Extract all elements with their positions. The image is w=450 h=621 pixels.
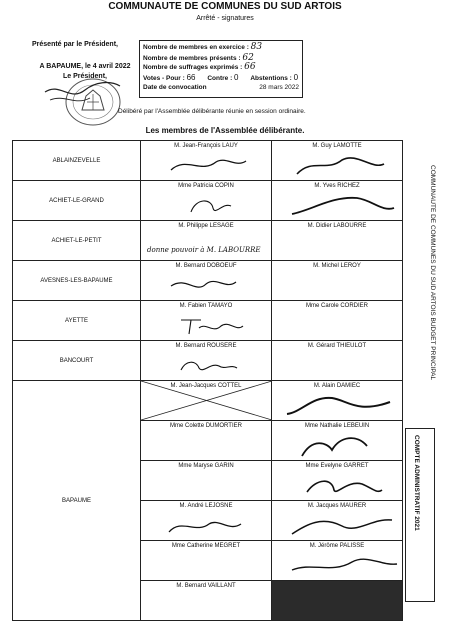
member-name: Mme Evelyne GARRET — [305, 463, 369, 469]
present-label: Nombre de membres présents : — [143, 55, 241, 62]
signature-mark — [272, 152, 403, 178]
convocation-date: 28 mars 2022 — [259, 84, 299, 91]
side-caption: COMMUNAUTE DE COMMUNES DU SUD ARTOIS BUDGET PRINCIPAL — [429, 165, 436, 381]
member-name: M. Guy LAMOTTE — [312, 143, 362, 149]
table-row — [13, 181, 403, 221]
president-label: Le Président, — [63, 73, 107, 80]
member-cell — [141, 141, 272, 181]
official-seal-stamp — [40, 72, 122, 126]
member-name: M. Philippe LESAGE — [178, 223, 234, 229]
convocation-row — [143, 84, 299, 91]
signature-mark — [141, 352, 272, 378]
member-name: M. Jacques MAURER — [307, 503, 367, 509]
member-name: M. Michel LEROY — [313, 263, 361, 269]
member-cell — [272, 501, 403, 541]
commune-cell: AYETTE — [13, 301, 141, 341]
member-cell — [141, 341, 272, 381]
member-name: M. Bernard DOBOEUF — [175, 263, 237, 269]
member-cell — [141, 181, 272, 221]
for-value: 66 — [186, 73, 196, 82]
abstentions-value: 0 — [293, 73, 299, 82]
member-name: M. Jean-François LAUY — [174, 143, 238, 149]
commune-cell: ACHIET-LE-GRAND — [13, 181, 141, 221]
member-name: M. André LEJOSNE — [179, 503, 233, 509]
member-cell — [272, 341, 403, 381]
member-name: M. Bernard ROUSERE — [175, 343, 237, 349]
member-cell — [272, 141, 403, 181]
member-cell — [272, 181, 403, 221]
signature-mark — [272, 392, 403, 418]
member-cell — [141, 221, 272, 261]
member-name: M. Alain DAMIEC — [313, 383, 361, 389]
present-value: 62 — [242, 53, 254, 63]
member-name: M. Fabien TAMAYO — [179, 303, 233, 309]
signature-mark — [272, 432, 403, 458]
abstentions-label: Abstentions : — [250, 75, 292, 82]
signature-mark — [141, 152, 272, 178]
convocation-label: Date de convocation — [143, 84, 207, 91]
proxy-note: donne pouvoir à M. LABOURRE — [147, 246, 261, 254]
members-label: Nombre de membres en exercice : — [143, 44, 249, 51]
member-name: M. Jean-Jacques COTTEL — [170, 383, 242, 389]
signature-mark — [272, 472, 403, 498]
member-name: M. Yves RICHEZ — [314, 183, 360, 189]
votes-row — [143, 73, 298, 82]
side-label-box — [405, 428, 435, 602]
member-cell — [272, 421, 403, 461]
member-name: Mme Carole CORDIER — [305, 303, 368, 309]
member-cell — [272, 301, 403, 341]
commune-cell: ABLAINZEVELLE — [13, 141, 141, 181]
member-name: Mme Nathalie LEBEUIN — [304, 423, 370, 429]
signature-mark — [141, 192, 272, 218]
place-date: A BAPAUME, le 4 avril 2022 — [39, 63, 131, 70]
member-cell — [141, 461, 272, 501]
member-cell — [272, 221, 403, 261]
table-row — [13, 341, 403, 381]
member-cell — [141, 261, 272, 301]
votes-cast-value: 66 — [244, 62, 256, 72]
member-cell — [141, 581, 272, 621]
member-cell — [141, 541, 272, 581]
signature-mark — [272, 552, 403, 578]
adopted-statement: Délibéré par l'Assemblée délibérante réunie en session ordinaire. — [118, 108, 306, 115]
signature-table — [12, 140, 403, 621]
table-row — [13, 301, 403, 341]
member-name: M. Jérôme PALISSE — [309, 543, 365, 549]
document-subtitle: Arrêté - signatures — [196, 15, 254, 22]
member-name: Mme Patricia COPIN — [178, 183, 234, 189]
member-name: M. Gérard THIEULOT — [307, 343, 367, 349]
vote-counts-box — [139, 40, 303, 98]
signature-mark — [141, 312, 272, 338]
presented-by: Présenté par le Président, — [32, 41, 118, 48]
member-cell — [272, 261, 403, 301]
members-value: 83 — [250, 42, 263, 52]
signature-mark — [141, 512, 272, 538]
votes-cast-row — [143, 62, 256, 72]
member-cell — [272, 461, 403, 501]
votes-cast-label: Nombre de suffrages exprimés : — [143, 64, 243, 71]
member-cell — [141, 421, 272, 461]
for-label: Votes - Pour : — [143, 75, 185, 82]
signature-mark — [272, 192, 403, 218]
member-name: Mme Maryse GARIN — [178, 463, 234, 469]
commune-cell: BANCOURT — [13, 341, 141, 381]
member-cell — [141, 301, 272, 341]
signature-mark — [272, 512, 403, 538]
table-row — [13, 221, 403, 261]
commune-cell: BAPAUME — [13, 381, 141, 621]
against-label: Contre : — [207, 75, 233, 82]
member-cell — [141, 501, 272, 541]
member-name: M. Didier LABOURRE — [307, 223, 367, 229]
table-row — [13, 261, 403, 301]
members-heading: Les membres de l'Assemblée délibérante. — [145, 126, 305, 135]
redacted-cell — [272, 581, 403, 621]
commune-cell: AVESNES-LES-BAPAUME — [13, 261, 141, 301]
member-cell — [272, 381, 403, 421]
member-name: M. Bernard VAILLANT — [176, 583, 236, 589]
member-cell — [141, 381, 272, 421]
member-cell — [272, 541, 403, 581]
member-name: Mme Colette DUMORTIER — [170, 423, 242, 429]
members-row — [143, 42, 262, 52]
signature-mark — [141, 272, 272, 298]
against-value: 0 — [234, 73, 239, 82]
document-title: COMMUNAUTE DE COMMUNES DU SUD ARTOIS — [108, 1, 342, 12]
side-label: COMPTE ADMINISTRATIF 2021 — [413, 435, 420, 531]
table-row — [13, 141, 403, 181]
table-row — [13, 381, 403, 421]
commune-cell: ACHIET-LE-PETIT — [13, 221, 141, 261]
member-name: Mme Catherine MEGRET — [171, 543, 241, 549]
